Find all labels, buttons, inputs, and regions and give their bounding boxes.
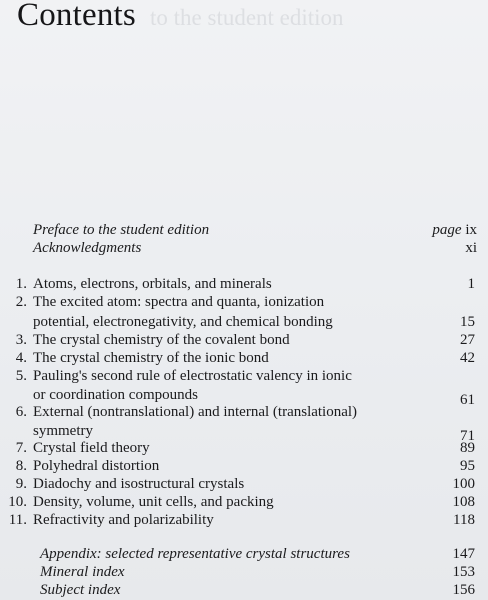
entry-title: Appendix: selected representative crystal structures — [40, 546, 350, 562]
page-title: Contents — [17, 0, 136, 33]
entry-page-number: 95 — [460, 458, 475, 474]
entry-page-number: 15 — [460, 314, 475, 330]
entry-page-number: ix — [465, 222, 477, 238]
entry-page-number: 42 — [460, 350, 475, 366]
chapter-number: 9. — [15, 476, 27, 492]
chapter-title: The crystal chemistry of the ionic bond — [33, 350, 269, 366]
chapter-title-line-2: symmetry — [33, 423, 93, 439]
chapter-title: Refractivity and polarizability — [33, 512, 214, 528]
entry-page-number: 61 — [460, 392, 475, 408]
entry-page — [432, 221, 477, 239]
entry-title: Mineral index — [40, 564, 125, 580]
entry-title: Preface to the student edition — [33, 222, 210, 238]
chapter-number: 10. — [8, 494, 27, 510]
page-word: page — [432, 222, 462, 238]
chapter-number: 3. — [15, 332, 27, 348]
chapter-title: Atoms, electrons, orbitals, and minerals — [33, 276, 272, 292]
entry-page-number: 27 — [460, 332, 475, 348]
entry-title: Acknowledgments — [33, 240, 142, 256]
entry-page-number: xi — [465, 240, 477, 256]
entry-page-number: 1 — [467, 276, 475, 292]
chapter-title: The crystal chemistry of the covalent bond — [33, 332, 290, 348]
chapter-number: 2. — [15, 294, 27, 310]
chapter-title-line-2: or coordination compounds — [33, 387, 198, 403]
chapter-title: Polyhedral distortion — [33, 458, 160, 474]
chapter-number: 5. — [15, 368, 27, 384]
entry-page-number: 108 — [452, 494, 475, 510]
chapter-title-line-1: Pauling's second rule of electrostatic valency in ionic — [33, 368, 352, 384]
entry-page-number: 71 — [460, 428, 475, 444]
entry-page-number: 100 — [452, 476, 475, 492]
chapter-title-line-1: The excited atom: spectra and quanta, ionization — [33, 294, 325, 310]
chapter-number: 8. — [15, 458, 27, 474]
chapter-title: Density, volume, unit cells, and packing — [33, 494, 274, 510]
show-through-text: to the student edition — [150, 5, 344, 30]
chapter-number: 4. — [15, 350, 27, 366]
chapter-number: 7. — [15, 440, 27, 456]
entry-page-number: 156 — [452, 582, 475, 598]
entry-page-number: 118 — [453, 512, 475, 528]
entry-page-number: 89 — [460, 440, 475, 456]
entry-page-number: 147 — [452, 546, 475, 562]
chapter-number: 11. — [8, 512, 27, 528]
chapter-title-line-2: potential, electronegativity, and chemical bonding — [33, 314, 333, 330]
entry-page-number: 153 — [452, 564, 475, 580]
chapter-number: 6. — [15, 404, 27, 420]
chapter-number: 1. — [15, 276, 27, 292]
chapter-title-line-1: External (nontranslational) and internal (translational) — [33, 404, 358, 420]
entry-title: Subject index — [40, 582, 121, 598]
chapter-title: Crystal field theory — [33, 440, 150, 456]
chapter-title: Diadochy and isostructural crystals — [33, 476, 245, 492]
